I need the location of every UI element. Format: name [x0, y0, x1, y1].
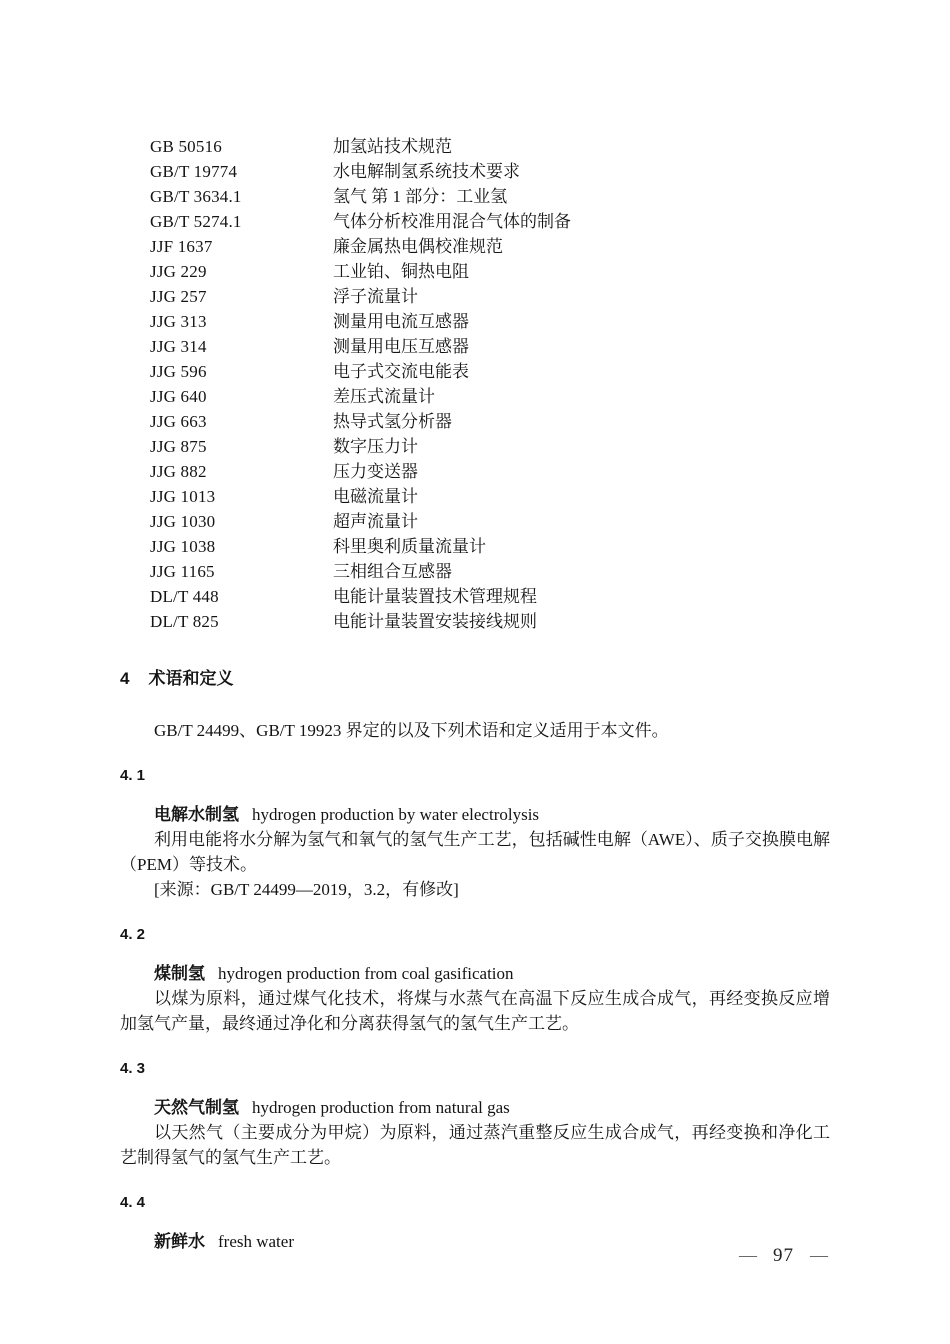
reference-row — [150, 584, 830, 609]
reference-code: GB/T 5274.1 — [150, 212, 242, 231]
term-en: hydrogen production by water electrolysis — [252, 805, 540, 824]
reference-row — [150, 284, 830, 309]
reference-title: 测量用电流互感器 — [333, 312, 469, 331]
page-footer — [739, 1243, 828, 1268]
reference-row — [150, 459, 830, 484]
term-section — [120, 1193, 830, 1254]
reference-title: 电子式交流电能表 — [333, 362, 469, 381]
reference-code: GB 50516 — [150, 137, 222, 156]
reference-code: GB/T 19774 — [150, 162, 238, 181]
reference-row — [150, 609, 830, 634]
footer-left-dash: — — [739, 1245, 757, 1265]
reference-row — [150, 559, 830, 584]
reference-title: 电能计量装置技术管理规程 — [333, 587, 537, 606]
section-heading — [120, 666, 830, 691]
reference-row — [150, 359, 830, 384]
term-section — [120, 766, 830, 902]
reference-row — [150, 159, 830, 184]
reference-code: JJG 257 — [150, 287, 207, 306]
reference-title: 三相组合互感器 — [333, 562, 452, 581]
reference-code: JJG 663 — [150, 412, 207, 431]
reference-code: JJG 229 — [150, 262, 207, 281]
reference-code: DL/T 825 — [150, 612, 219, 631]
reference-code: JJG 1030 — [150, 512, 216, 531]
reference-title: 浮子流量计 — [333, 287, 418, 306]
reference-code: JJG 640 — [150, 387, 207, 406]
reference-code: JJG 882 — [150, 462, 207, 481]
reference-code: JJG 313 — [150, 312, 207, 331]
reference-title: 数字压力计 — [333, 437, 418, 456]
reference-title: 超声流量计 — [333, 512, 418, 531]
term-number: 4. 4 — [120, 1194, 146, 1211]
reference-title: 廉金属热电偶校准规范 — [333, 237, 503, 256]
reference-code: GB/T 3634.1 — [150, 187, 242, 206]
reference-title: 电磁流量计 — [333, 487, 418, 506]
reference-code: JJG 596 — [150, 362, 207, 381]
term-source: [来源：GB/T 24499—2019，3.2，有修改] — [154, 880, 459, 899]
terms-container — [120, 766, 830, 1254]
reference-title: 工业铂、铜热电阻 — [333, 262, 469, 281]
reference-code: JJG 314 — [150, 337, 207, 356]
reference-title: 氢气 第 1 部分：工业氢 — [333, 187, 508, 206]
term-zh: 新鲜水 — [154, 1232, 205, 1251]
term-definition: 以煤为原料，通过煤气化技术，将煤与水蒸气在高温下反应生成合成气，再经变换反应增加氢气产量，最终通过净化和分离获得氢气的氢气生产工艺。 — [120, 989, 830, 1033]
term-definition: 利用电能将水分解为氢气和氧气的氢气生产工艺，包括碱性电解（AWE）、质子交换膜电解（PEM）等技术。 — [120, 830, 830, 874]
section-title: 术语和定义 — [148, 669, 234, 688]
term-number: 4. 3 — [120, 1060, 146, 1077]
reference-title: 热导式氢分析器 — [333, 412, 452, 431]
reference-row — [150, 309, 830, 334]
reference-row — [150, 259, 830, 284]
reference-code: JJG 1013 — [150, 487, 216, 506]
reference-code: DL/T 448 — [150, 587, 219, 606]
reference-code: JJG 1038 — [150, 537, 216, 556]
reference-code: JJG 1165 — [150, 562, 215, 581]
reference-title: 测量用电压互感器 — [333, 337, 469, 356]
term-line — [154, 961, 830, 986]
term-line — [154, 1229, 830, 1254]
reference-row — [150, 209, 830, 234]
term-number: 4. 1 — [120, 767, 146, 784]
section-number: 4 — [120, 669, 130, 688]
reference-title: 差压式流量计 — [333, 387, 435, 406]
reference-row — [150, 384, 830, 409]
term-zh: 煤制氢 — [154, 964, 205, 983]
term-zh: 天然气制氢 — [154, 1098, 239, 1117]
reference-title: 电能计量装置安装接线规则 — [333, 612, 537, 631]
references-list — [150, 134, 830, 634]
term-section — [120, 925, 830, 1036]
reference-title: 气体分析校准用混合气体的制备 — [333, 212, 571, 231]
reference-row — [150, 509, 830, 534]
footer-right-dash: — — [810, 1245, 828, 1265]
reference-row — [150, 234, 830, 259]
page-number: 97 — [773, 1245, 794, 1266]
reference-row — [150, 434, 830, 459]
reference-row — [150, 184, 830, 209]
reference-title: 加氢站技术规范 — [333, 137, 452, 156]
term-zh: 电解水制氢 — [154, 805, 239, 824]
reference-code: JJG 875 — [150, 437, 207, 456]
reference-title: 水电解制氢系统技术要求 — [333, 162, 520, 181]
reference-row — [150, 484, 830, 509]
reference-title: 压力变送器 — [333, 462, 418, 481]
term-section — [120, 1059, 830, 1170]
section-intro: GB/T 24499、GB/T 19923 界定的以及下列术语和定义适用于本文件。 — [154, 721, 669, 740]
term-definition: 以天然气（主要成分为甲烷）为原料，通过蒸汽重整反应生成合成气，再经变换和净化工艺制得氢气的氢气生产工艺。 — [120, 1123, 830, 1167]
reference-row — [150, 534, 830, 559]
term-line — [154, 1095, 830, 1120]
term-line — [154, 802, 830, 827]
term-en: fresh water — [218, 1232, 294, 1251]
reference-row — [150, 409, 830, 434]
term-en: hydrogen production from coal gasification — [218, 964, 514, 983]
reference-code: JJF 1637 — [150, 237, 213, 256]
reference-title: 科里奥利质量流量计 — [333, 537, 486, 556]
term-en: hydrogen production from natural gas — [252, 1098, 510, 1117]
reference-row — [150, 134, 830, 159]
term-number: 4. 2 — [120, 926, 146, 943]
reference-row — [150, 334, 830, 359]
